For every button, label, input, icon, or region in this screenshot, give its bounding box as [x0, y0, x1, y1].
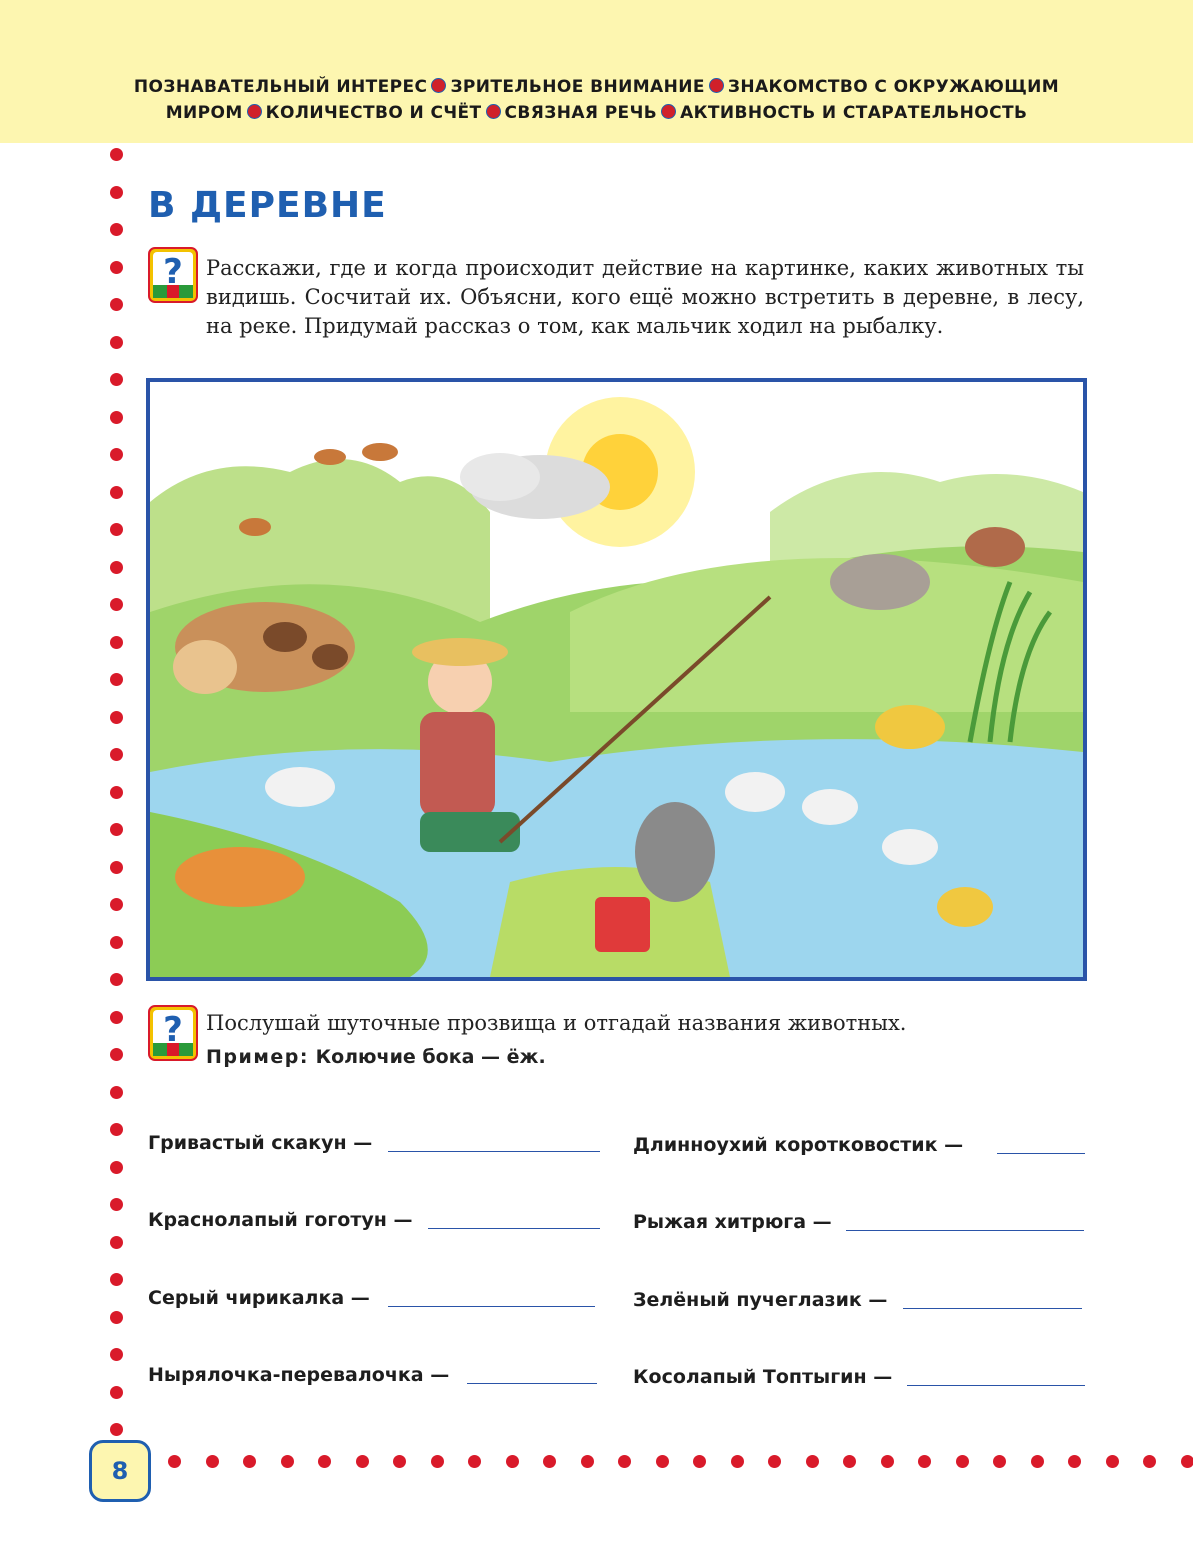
bullet-dot-icon: [709, 78, 724, 93]
margin-dot-icon: [918, 1455, 931, 1468]
margin-dot-icon: [393, 1455, 406, 1468]
answer-line-left-3[interactable]: [388, 1306, 595, 1307]
margin-dot-icon: [1031, 1455, 1044, 1468]
margin-dot-icon: [110, 1273, 123, 1286]
page-title: В ДЕРЕВНЕ: [148, 185, 387, 226]
margin-dot-icon: [110, 1198, 123, 1211]
skills-line-2: [60, 100, 1133, 126]
margin-dot-icon: [468, 1455, 481, 1468]
margin-dot-icon: [110, 1348, 123, 1361]
riddle-left-2: Краснолапый гоготун —: [148, 1209, 413, 1231]
answer-line-left-1[interactable]: [388, 1151, 600, 1152]
skill-item: ПОЗНАВАТЕЛЬНЫЙ ИНТЕРЕС: [133, 77, 428, 97]
margin-dot-icon: [168, 1455, 181, 1468]
answer-line-right-3[interactable]: [903, 1308, 1082, 1309]
margin-dot-icon: [110, 261, 123, 274]
margin-dots-vertical: [108, 140, 126, 1430]
riddle-right-3: Зелёный пучеглазик —: [633, 1289, 888, 1311]
question-icon: [148, 1005, 198, 1061]
margin-dot-icon: [110, 598, 123, 611]
margin-dot-icon: [110, 1311, 123, 1324]
riddle-left-4: Нырялочка-перевалочка —: [148, 1364, 450, 1386]
margin-dot-icon: [110, 823, 123, 836]
margin-dot-icon: [1106, 1455, 1119, 1468]
margin-dot-icon: [110, 1386, 123, 1399]
margin-dot-icon: [843, 1455, 856, 1468]
margin-dot-icon: [110, 523, 123, 536]
margin-dot-icon: [110, 298, 123, 311]
skill-item: АКТИВНОСТЬ И СТАРАТЕЛЬНОСТЬ: [680, 103, 1028, 123]
example-label: Пример:: [206, 1046, 309, 1068]
margin-dot-icon: [110, 898, 123, 911]
answer-line-right-4[interactable]: [907, 1385, 1085, 1386]
bullet-dot-icon: [247, 104, 262, 119]
answer-line-left-4[interactable]: [467, 1383, 597, 1384]
margin-dot-icon: [1068, 1455, 1081, 1468]
riddle-right-1: Длинноухий коротковостик —: [633, 1134, 964, 1156]
answer-line-left-2[interactable]: [428, 1228, 600, 1229]
margin-dot-icon: [956, 1455, 969, 1468]
margin-dot-icon: [1181, 1455, 1193, 1468]
margin-dot-icon: [110, 1011, 123, 1024]
margin-dot-icon: [881, 1455, 894, 1468]
margin-dot-icon: [110, 1161, 123, 1174]
margin-dot-icon: [206, 1455, 219, 1468]
question-icon: [148, 247, 198, 303]
svg-text:?: ?: [163, 252, 183, 292]
margin-dot-icon: [110, 1423, 123, 1436]
village-scene-image: [150, 382, 1083, 977]
margin-dot-icon: [110, 448, 123, 461]
skill-item: СВЯЗНАЯ РЕЧЬ: [504, 103, 658, 123]
riddle-left-3: Серый чирикалка —: [148, 1287, 370, 1309]
margin-dot-icon: [110, 336, 123, 349]
margin-dot-icon: [431, 1455, 444, 1468]
margin-dot-icon: [581, 1455, 594, 1468]
margin-dot-icon: [731, 1455, 744, 1468]
margin-dot-icon: [318, 1455, 331, 1468]
svg-text:?: ?: [163, 1010, 183, 1050]
skill-item: ЗНАКОМСТВО С ОКРУЖАЮЩИМ: [727, 77, 1060, 97]
riddle-left-1: Гривастый скакун —: [148, 1132, 373, 1154]
margin-dot-icon: [110, 186, 123, 199]
task-1-instruction: Расскажи, где и когда происходит действие на картинке, каких животных ты видишь. Сосчитай их. Объясни, кого ещё можно встретить в деревне, в лесу, на реке. Придумай рассказ о том, как мальчик ходил на рыбалку.: [206, 256, 1084, 338]
margin-dot-icon: [768, 1455, 781, 1468]
margin-dot-icon: [110, 561, 123, 574]
margin-dot-icon: [110, 411, 123, 424]
answer-line-right-2[interactable]: [846, 1230, 1084, 1231]
margin-dot-icon: [356, 1455, 369, 1468]
margin-dot-icon: [243, 1455, 256, 1468]
skills-line-1: [60, 74, 1133, 100]
riddle-right-4: Косолапый Топтыгин —: [633, 1366, 893, 1388]
margin-dot-icon: [110, 861, 123, 874]
margin-dot-icon: [618, 1455, 631, 1468]
margin-dot-icon: [110, 1123, 123, 1136]
village-illustration: [146, 378, 1087, 981]
margin-dot-icon: [110, 973, 123, 986]
margin-dot-icon: [110, 486, 123, 499]
margin-dot-icon: [110, 373, 123, 386]
margin-dot-icon: [110, 1048, 123, 1061]
margin-dot-icon: [806, 1455, 819, 1468]
margin-dot-icon: [656, 1455, 669, 1468]
margin-dot-icon: [281, 1455, 294, 1468]
margin-dot-icon: [110, 936, 123, 949]
riddle-right-2: Рыжая хитрюга —: [633, 1211, 832, 1233]
margin-dot-icon: [110, 786, 123, 799]
skill-item: ЗРИТЕЛЬНОЕ ВНИМАНИЕ: [450, 77, 705, 97]
skill-item: КОЛИЧЕСТВО И СЧЁТ: [265, 103, 482, 123]
bullet-dot-icon: [431, 78, 446, 93]
skill-item: МИРОМ: [165, 103, 243, 123]
margin-dot-icon: [693, 1455, 706, 1468]
bullet-dot-icon: [661, 104, 676, 119]
example-text: Колючие бока — ёж.: [315, 1046, 546, 1068]
margin-dot-icon: [110, 148, 123, 161]
bullet-dot-icon: [486, 104, 501, 119]
margin-dot-icon: [110, 636, 123, 649]
margin-dot-icon: [110, 1086, 123, 1099]
skills-header: [60, 74, 1133, 126]
margin-dot-icon: [110, 223, 123, 236]
margin-dot-icon: [110, 748, 123, 761]
answer-line-right-1[interactable]: [997, 1153, 1085, 1154]
page-number: 8: [89, 1440, 151, 1502]
margin-dot-icon: [110, 673, 123, 686]
margin-dot-icon: [506, 1455, 519, 1468]
margin-dot-icon: [1143, 1455, 1156, 1468]
margin-dot-icon: [993, 1455, 1006, 1468]
task-2-instruction: Послушай шуточные прозвища и отгадай названия животных.: [206, 1011, 907, 1035]
example-line: [206, 1046, 546, 1068]
margin-dot-icon: [110, 711, 123, 724]
margin-dot-icon: [543, 1455, 556, 1468]
margin-dots-horizontal: [160, 1453, 1193, 1473]
margin-dot-icon: [110, 1236, 123, 1249]
